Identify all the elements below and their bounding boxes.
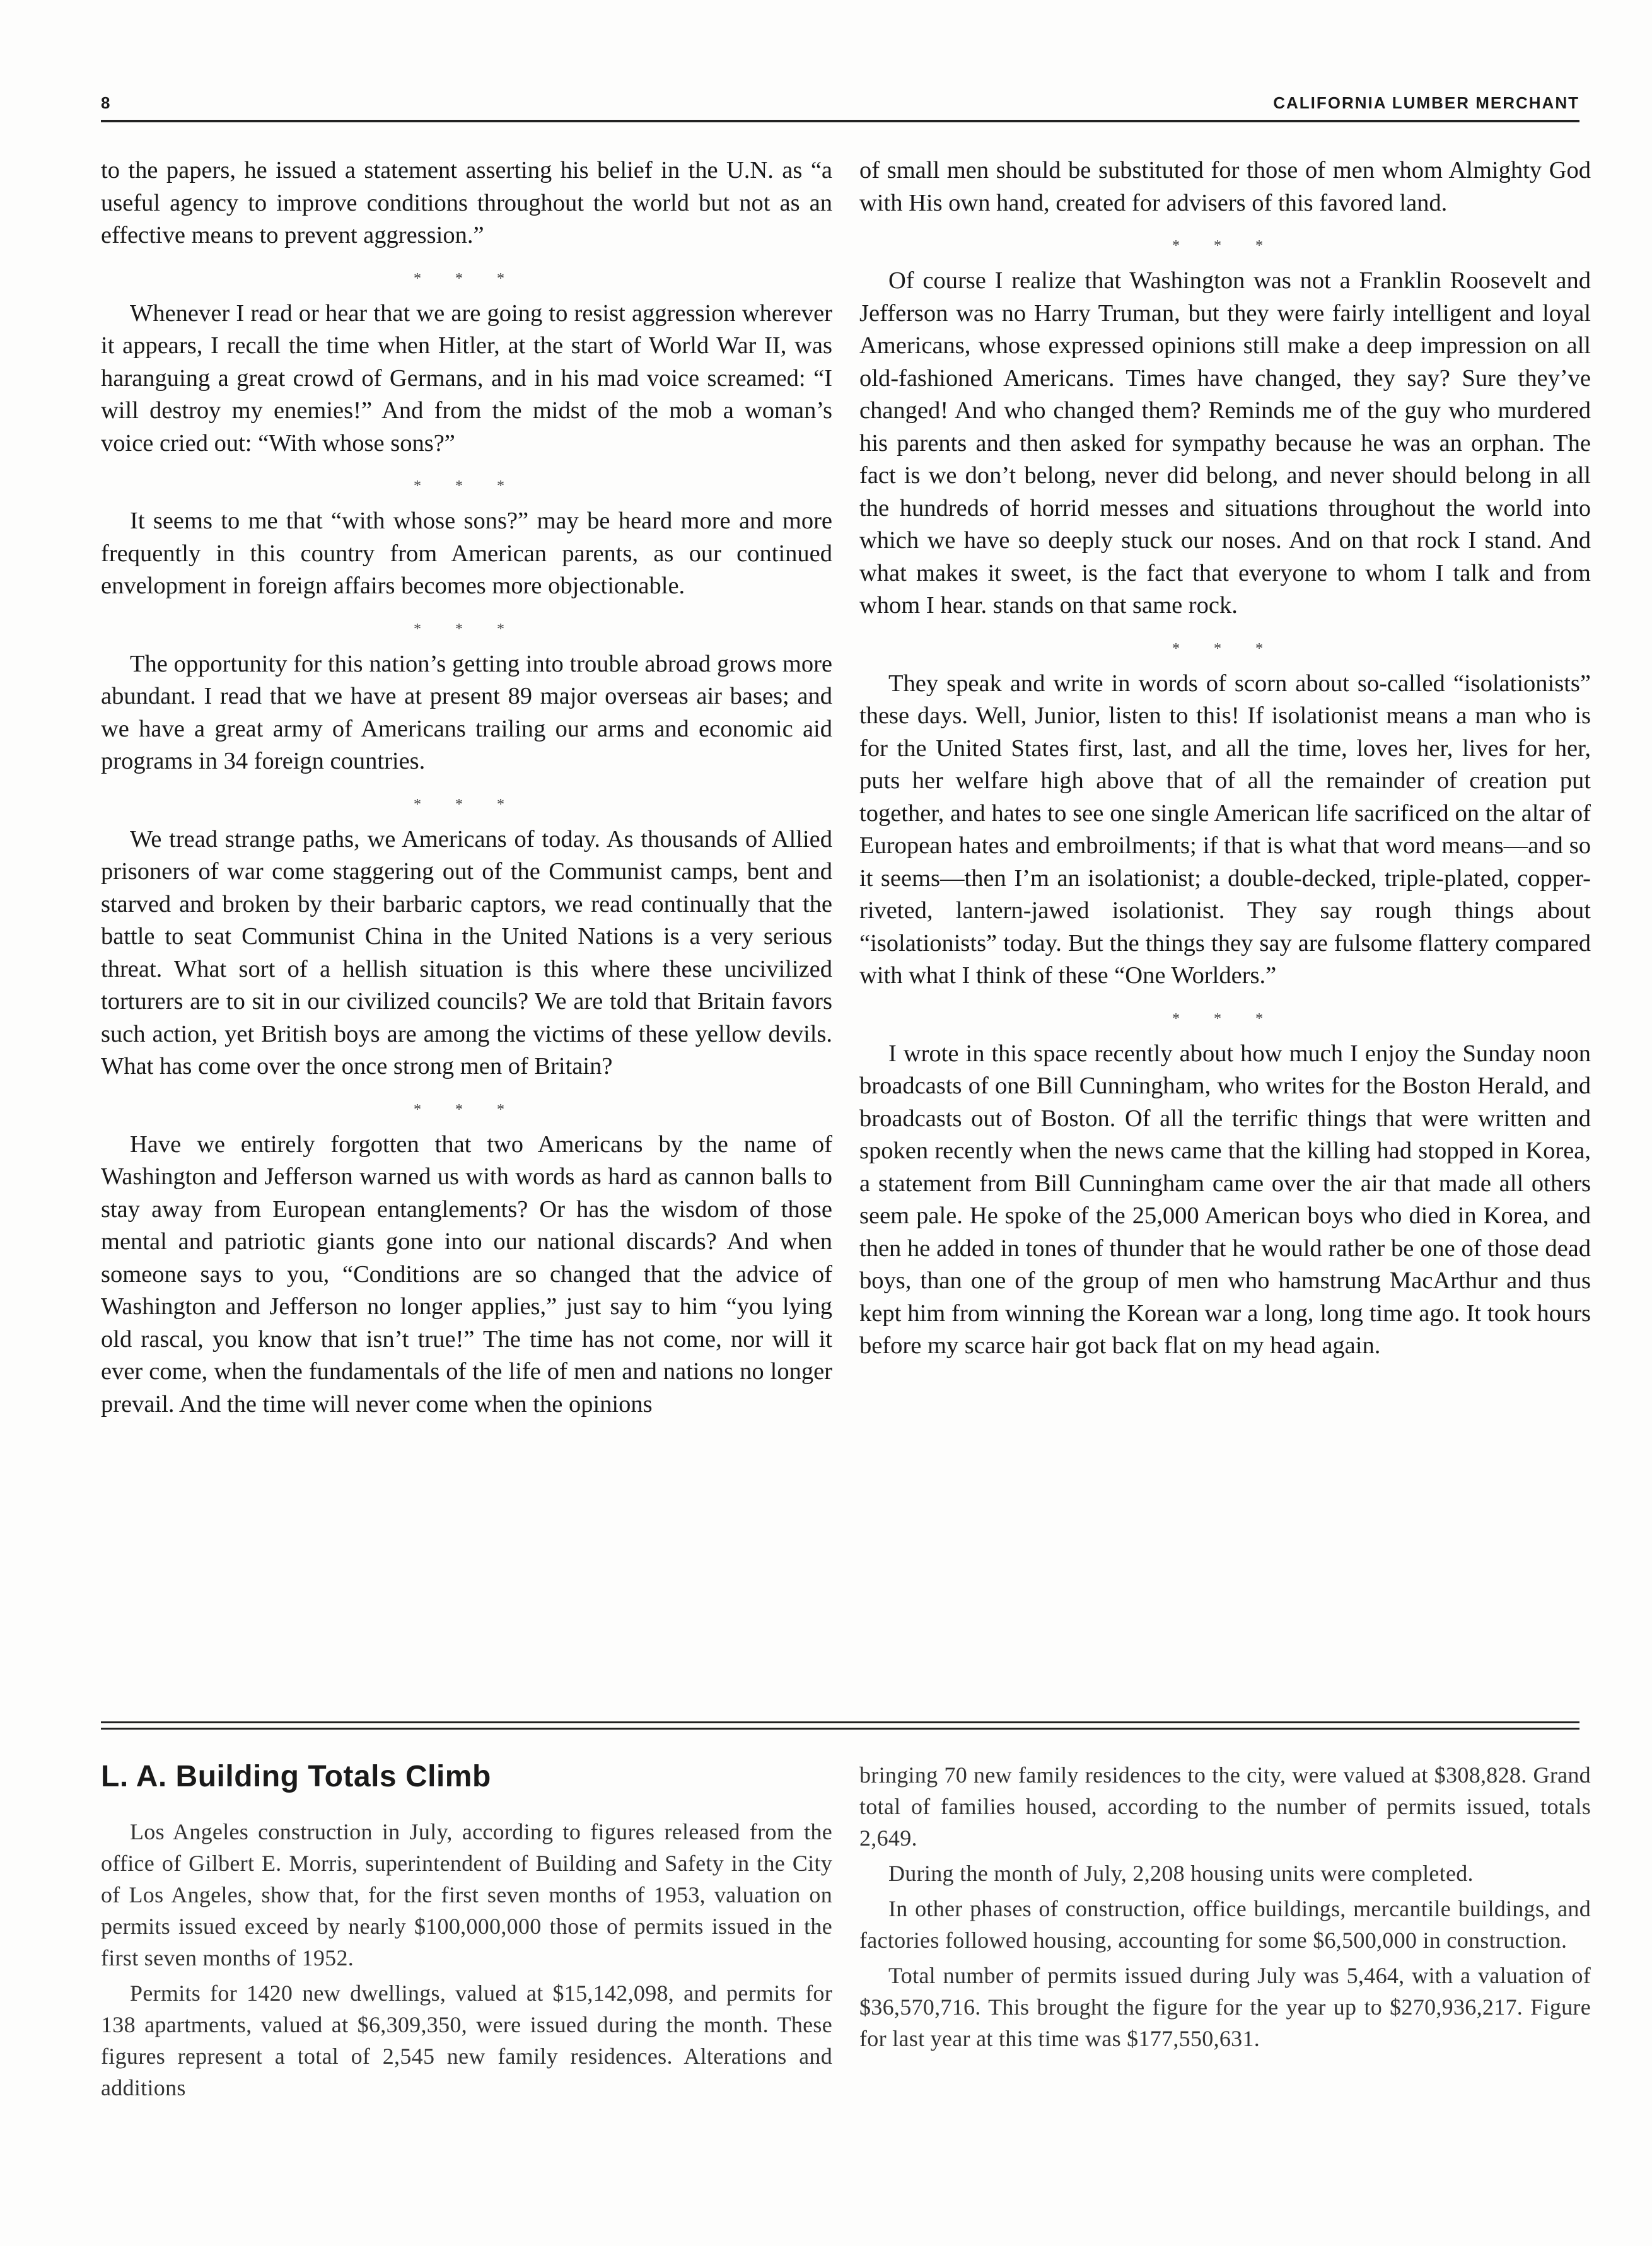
right-column — [859, 154, 1591, 1363]
publication-name: CALIFORNIA LUMBER MERCHANT — [1273, 93, 1579, 112]
header-rule — [101, 120, 1579, 122]
news-paragraph: Total number of permits issued during July was 5,464, with a valuation of $36,570,716. This brought the figure for the year up to $270,936,217. Figure for last year at this time was $177,550,631. — [859, 1963, 1591, 2051]
news-paragraph: Permits for 1420 new dwellings, valued at $15,142,098, and permits for 138 apartments, valued at $6,309,350, were issued during the month. These figures represent a total of 2,545 new family residences. Alterations and additions — [101, 1981, 832, 2100]
editorial-paragraph: We tread strange paths, we Americans of today. As thousands of Allied prisoners of war come staggering out of the Communist camps, bent and starved and broken by their barbaric captors, we read continually that the battle to seat Communist China in the United Nations is a very serious threat. What sort of a hellish situation is this where these uncivilized torturers are to sit in our civilized councils? We are told that Britain favors such action, yet British boys are among the victims of these yellow devils. What has come over the once strong men of Britain? — [101, 825, 832, 1079]
editorial-paragraph: to the papers, he issued a statement asserting his belief in the U.N. as “a useful agency to improve conditions throughout the world but not as an effective means to prevent aggression.” — [101, 157, 832, 248]
left-column — [101, 154, 832, 1421]
news-right-column — [859, 1759, 1591, 2058]
editorial-paragraph: of small men should be substituted for those of men whom Almighty God with His own hand, created for advisers of this favored land. — [859, 157, 1591, 216]
editorial-paragraph: Of course I realize that Washington was not a Franklin Roosevelt and Jefferson was no Harry Truman, but they were fairly intelligent and loyal Americans, whose expressed opinions still make a deep impression on all old-fashioned Americans. Times have changed, they say? Sure they’ve changed! And who changed them? Reminds me of the guy who murdered his parents and then asked for sympathy because he was an orphan. The fact is we don’t belong, never did belong, and never should belong in all the hundreds of horrid messes and situations throughout the world into which we have so deeply stuck our noses. And on that rock I stand. And what makes it sweet, is the fact that everyone to whom I talk and from whom I hear. stands on that same rock. — [859, 267, 1591, 619]
editorial-paragraph: It seems to me that “with whose sons?” may be heard more and more frequently in this country from American parents, as our continued envelopment in foreign affairs becomes more objectionable. — [101, 508, 832, 599]
section-separator: * * * — [414, 1101, 520, 1118]
section-separator: * * * — [1172, 238, 1278, 254]
section-separator: * * * — [414, 620, 520, 637]
editorial-paragraph: They speak and write in words of scorn about so-called “isolationists” these days. Well, Junior, listen to this! If isolationist means a man who is for the United States first, last, and all the time, loves her, lives for her, puts her welfare high above that of all the remainder of creation put together, and hates to see one single American life sacrificed on the altar of European hates and embroilments; if that is what that word means—and so it seems—then I’m an isolationist; a double-decked, triple-plated, copper-riveted, lantern-jawed isolationist. They say rough things about “isolationists” today. But the things they say are fulsome flattery compared with what I think of these “One Worlders.” — [859, 670, 1591, 989]
news-paragraph: bringing 70 new family residences to the city, were valued at $308,828. Grand total of families housed, according to the number of permits issued, totals 2,649. — [859, 1762, 1591, 1851]
news-headline: L. A. Building Totals Climb — [101, 1760, 491, 1793]
page-header — [101, 93, 1579, 119]
news-left-column — [101, 1816, 832, 2107]
editorial-paragraph: The opportunity for this nation’s getting into trouble abroad grows more abundant. I read that we have at present 89 major overseas air bases; and we have a great army of Americans trailing our arms and economic aid programs in 34 foreign countries. — [101, 650, 832, 774]
section-separator: * * * — [414, 796, 520, 813]
section-separator: * * * — [414, 270, 520, 287]
news-paragraph: During the month of July, 2,208 housing units were completed. — [888, 1861, 1474, 1886]
section-divider-top — [101, 1721, 1579, 1723]
news-paragraph: In other phases of construction, office buildings, mercantile buildings, and factories followed housing, accounting for some $6,500,000 in construction. — [859, 1896, 1591, 1953]
news-paragraph: Los Angeles construction in July, according to figures released from the office of Gilbert E. Morris, superintendent of Building and Safety in the City of Los Angeles, show that, for the first seven months of 1953, valuation on permits issued exceed by nearly $100,000,000 those of permits issued in the first seven months of 1952. — [101, 1819, 832, 1970]
page-number: 8 — [101, 93, 112, 112]
editorial-paragraph: Have we entirely forgotten that two Americans by the name of Washington and Jefferson warned us with words as hard as cannon balls to stay away from European entanglements? Or has the wisdom of those mental and patriotic giants gone into our national discards? And when someone says to you, “Conditions are so changed that the advice of Washington and Jefferson no longer applies,” just say to him “you lying old rascal, you know that isn’t true!” The time has not come, nor will it ever come, when the fundamentals of the life of men and nations no longer prevail. And the time will never come when the opinions — [101, 1131, 832, 1417]
editorial-paragraph: Whenever I read or hear that we are going to resist aggression wherever it appears, I recall the time when Hitler, at the start of World War II, was haranguing a great crowd of Germans, and in his mad voice screamed: “I will destroy my enemies!” And from the midst of the mob a woman’s voice cried out: “With whose sons?” — [101, 300, 832, 457]
section-separator: * * * — [1172, 1010, 1278, 1027]
section-divider-bottom — [101, 1728, 1579, 1730]
section-separator: * * * — [1172, 640, 1278, 657]
editorial-paragraph: I wrote in this space recently about how much I enjoy the Sunday noon broadcasts of one Bill Cunningham, who writes for the Boston Herald, and broadcasts out of Boston. Of all the terrific things that were written and spoken recently when the news came that the killing had stopped in Korea, a statement from Bill Cunningham came over the air that made all others seem pale. He spoke of the 25,000 American boys who died in Korea, and then he added in tones of thunder that he would rather be one of those dead boys, than one of the group of men who hamstrung MacArthur and thus kept him from winning the Korean war a long, long time ago. It took hours before my scarce hair got back flat on my head again. — [859, 1040, 1591, 1359]
section-separator: * * * — [414, 478, 520, 494]
